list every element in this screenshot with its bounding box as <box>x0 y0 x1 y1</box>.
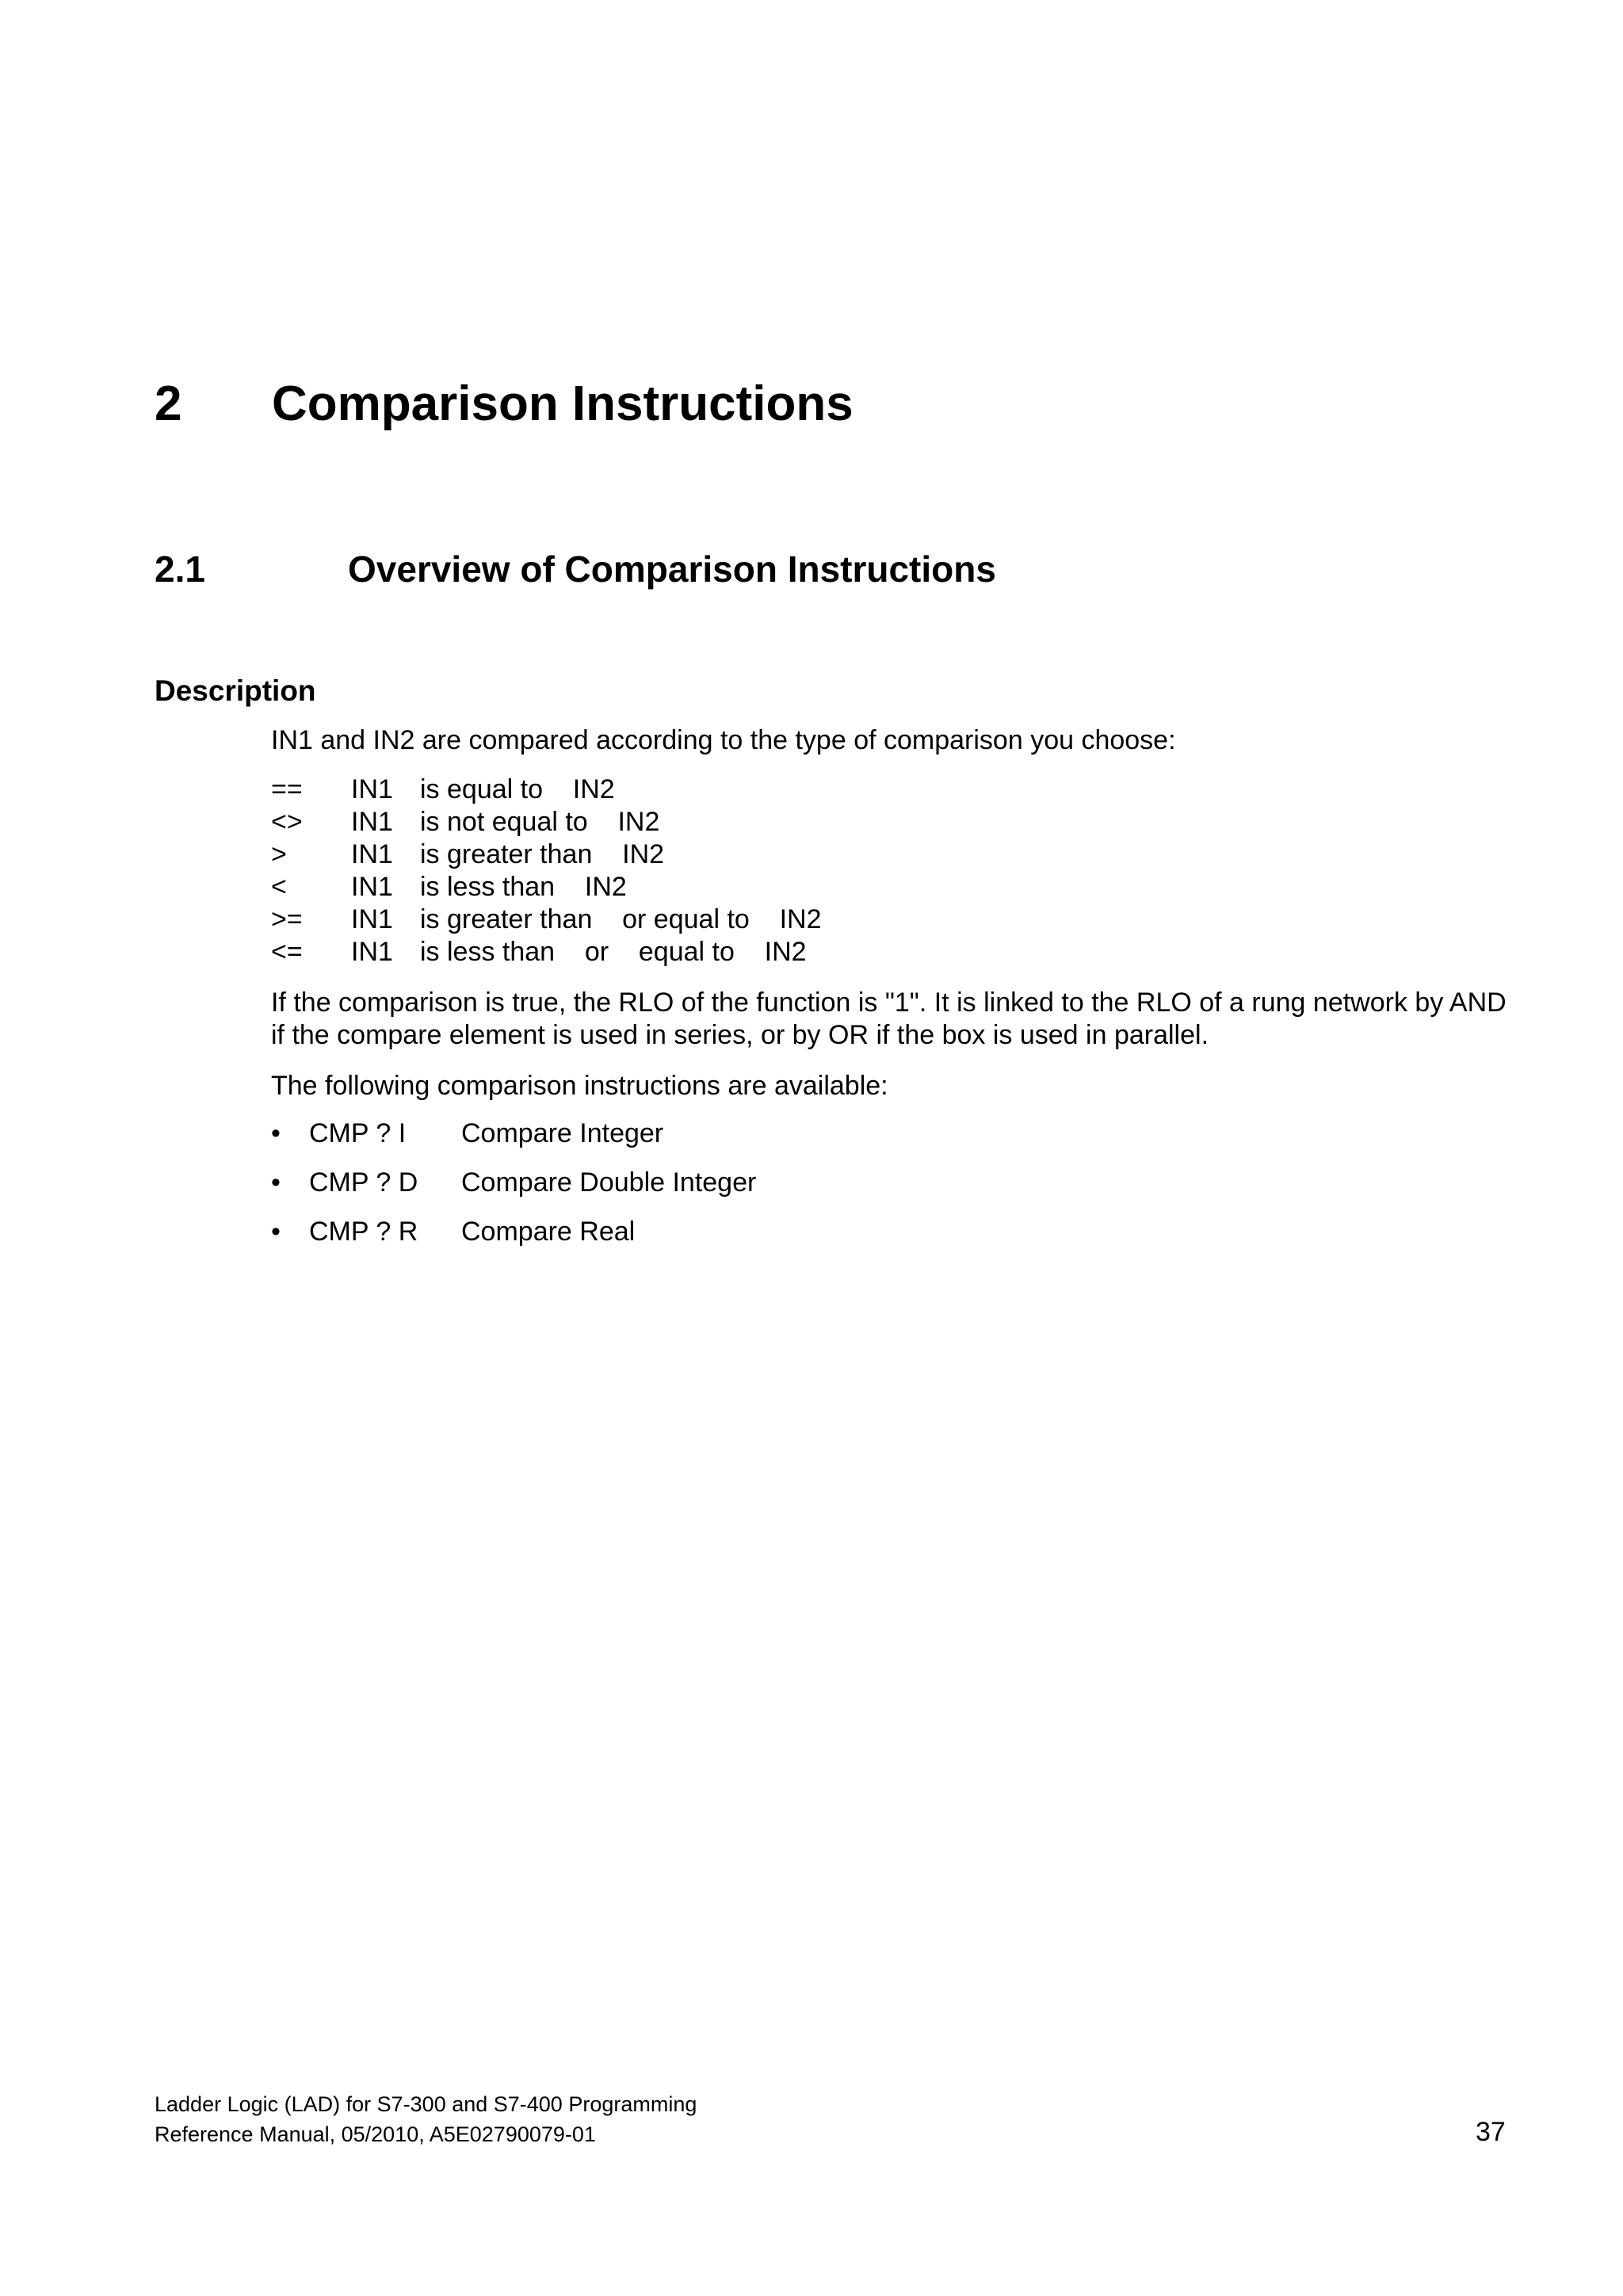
operator-symbol: == <box>271 774 303 804</box>
instruction-mnemonic: CMP ? R <box>309 1217 418 1247</box>
operator-symbol: <= <box>271 937 303 967</box>
instruction-description: Compare Double Integer <box>461 1167 757 1198</box>
rlo-paragraph: If the comparison is true, the RLO of the function is "1". It is linked to the RLO of a rung network by AND if the compare element is used in series, or by OR if the box is used in parallel. <box>271 988 1507 1050</box>
operator-description: is greater than or equal to IN2 <box>420 904 822 934</box>
operator-description: is less than IN2 <box>420 872 627 902</box>
page-footer <box>155 2089 697 2149</box>
operand-left: IN1 <box>351 807 393 837</box>
page-number: 37 <box>1476 2117 1506 2147</box>
chapter-title: Comparison Instructions <box>272 376 854 431</box>
chapter-number: 2 <box>155 376 182 431</box>
description-heading: Description <box>155 674 316 707</box>
operator-description: is greater than IN2 <box>420 839 665 869</box>
bullet-icon: • <box>271 1118 281 1148</box>
operator-description: is not equal to IN2 <box>420 807 660 837</box>
instruction-mnemonic: CMP ? D <box>309 1167 418 1198</box>
operator-description: is less than or equal to IN2 <box>420 937 807 967</box>
section-title: Overview of Comparison Instructions <box>348 548 996 590</box>
operand-left: IN1 <box>351 839 393 869</box>
footer-manual-info: Reference Manual, 05/2010, A5E02790079-01 <box>155 2122 596 2146</box>
operand-left: IN1 <box>351 904 393 934</box>
operator-symbol: < <box>271 872 287 902</box>
instruction-description: Compare Real <box>461 1217 636 1247</box>
footer-manual-title: Ladder Logic (LAD) for S7-300 and S7-400 Programming <box>155 2092 697 2116</box>
operator-description: is equal to IN2 <box>420 774 615 804</box>
intro-paragraph: IN1 and IN2 are compared according to the type of comparison you choose: <box>271 725 1176 755</box>
operand-left: IN1 <box>351 937 393 967</box>
instruction-mnemonic: CMP ? I <box>309 1118 407 1148</box>
operand-left: IN1 <box>351 872 393 902</box>
instruction-description: Compare Integer <box>461 1118 664 1148</box>
available-paragraph: The following comparison instructions are available: <box>271 1071 888 1101</box>
operator-symbol: >= <box>271 904 303 934</box>
bullet-icon: • <box>271 1217 281 1247</box>
operand-left: IN1 <box>351 774 393 804</box>
section-number: 2.1 <box>155 548 205 590</box>
bullet-icon: • <box>271 1167 281 1198</box>
operator-symbol: <> <box>271 807 303 837</box>
operator-symbol: > <box>271 839 287 869</box>
